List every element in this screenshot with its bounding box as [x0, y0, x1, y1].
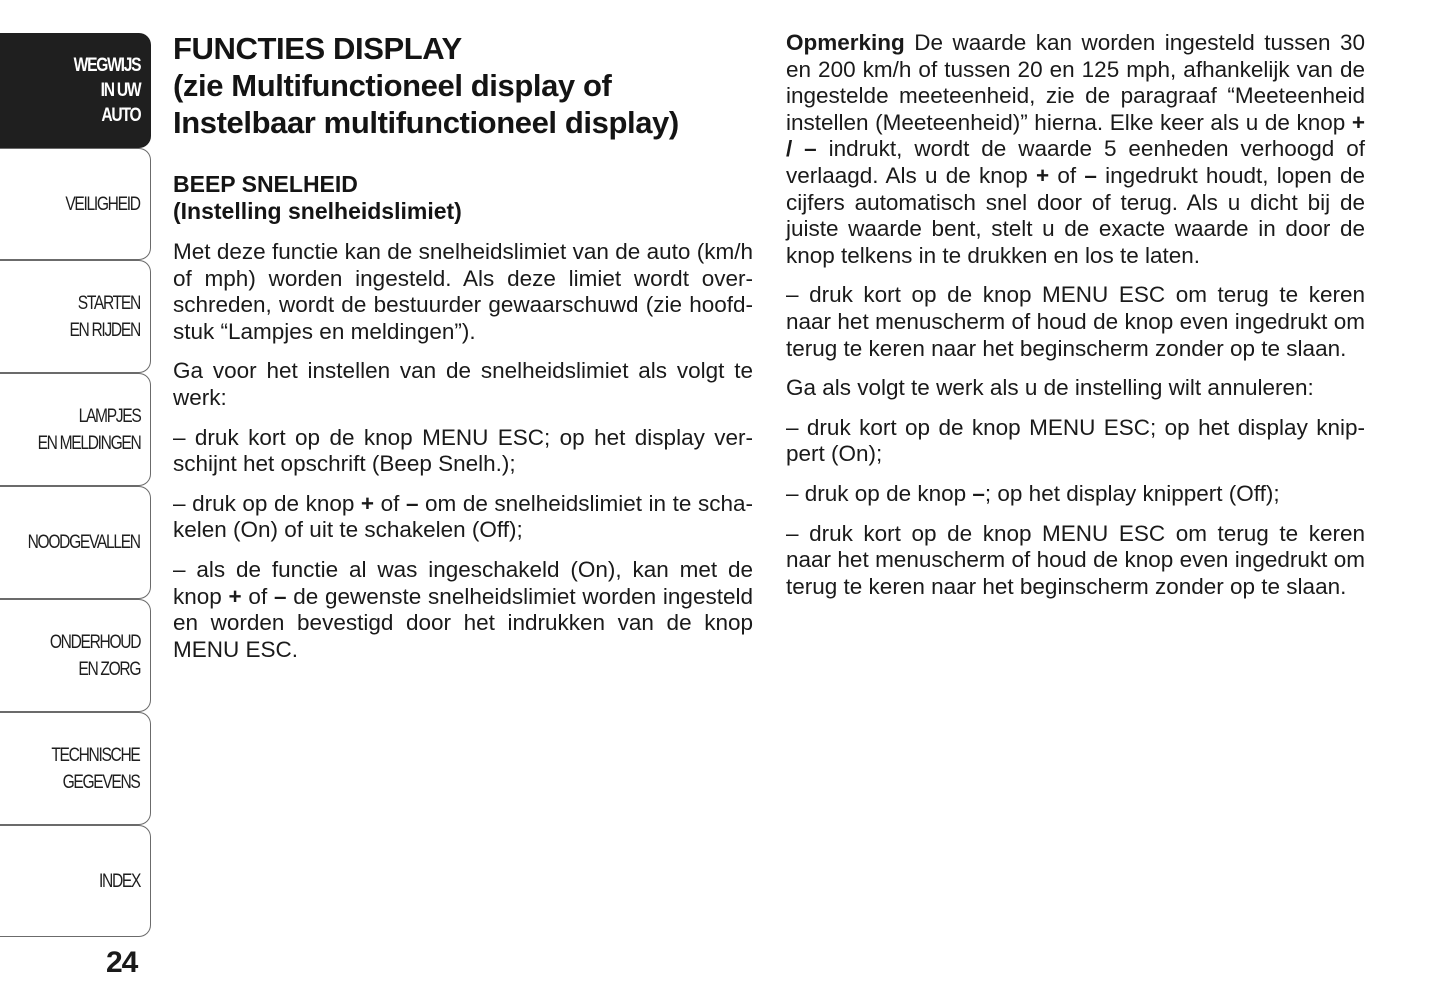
step-cancel-press-minus: – druk op de knop –; op het display knippert (Off); — [786, 480, 1280, 506]
step-return-menu: – druk kort op de knop MENU ESC om terug te keren naar het menuscherm of houd de knop even ingedrukt om terug te keren naar het beginscherm zonder op te slaan. — [786, 282, 1365, 361]
tab-label: TECHNISCHE GEGEVENS — [51, 744, 140, 793]
title-line: FUNCTIES DISPLAY — [173, 31, 462, 66]
step-cancel-press-menu-esc: – druk kort op de knop MENU ESC; op het display knippert (On); — [786, 414, 1365, 467]
title-line: (zie Multifunctioneel display of — [173, 68, 612, 103]
paragraph-intro: Met deze functie kan de snelheidslimiet van de auto (km/h of mph) worden ingesteld. Als deze limiet wordt overschreden, wordt de bestuurder gewaarschuwd (zie hoofdstuk “Lampjes en meldingen”). — [173, 239, 753, 344]
tab-starten-en-rijden[interactable] — [0, 260, 151, 373]
tab-index[interactable] — [0, 825, 151, 937]
note-label: Opmerking — [786, 30, 905, 55]
section-title — [173, 30, 753, 141]
tab-label: STARTEN EN RIJDEN — [69, 292, 140, 341]
paragraph-instructions: Ga voor het instellen van de snelheidslimiet als volgt te werk: — [173, 358, 753, 410]
left-column — [173, 30, 753, 676]
step-set-limit: – als de functie al was ingeschakeld (On), kan met de knop + of – de gewenste snelheidslimiet worden ingesteld en worden bevestigd door het indrukken van de knop MENU ESC. — [173, 556, 753, 662]
tab-lampjes-en-meldingen[interactable] — [0, 373, 151, 486]
subtitle-line: BEEP SNELHEID — [173, 171, 358, 197]
tab-veiligheid[interactable] — [0, 148, 151, 260]
title-line: Instelbaar multifunctioneel display) — [173, 105, 679, 140]
subtitle-line: (Instelling snelheidslimiet) — [173, 198, 462, 224]
tab-label: LAMPJES EN MELDINGEN — [37, 405, 140, 454]
step-toggle-on-off: – druk op de knop + of – om de snelheidslimiet in te schakelen (On) of uit te schakelen (Off); — [173, 490, 753, 543]
step-press-menu-esc: – druk kort op de knop MENU ESC; op het display verschijnt het opschrift (Beep Snelh.); — [173, 424, 753, 477]
tab-onderhoud-en-zorg[interactable] — [0, 599, 151, 712]
right-column — [786, 30, 1365, 613]
tab-wegwijs-in-uw-auto[interactable] — [0, 33, 151, 148]
tab-technische-gegevens[interactable] — [0, 712, 151, 825]
tab-label: INDEX — [98, 870, 140, 892]
note-paragraph: Opmerking De waarde kan worden ingesteld tussen 30 en 200 km/h of tussen 20 en 125 mph, afhankelijk van de ingestelde meeteenheid, zie de paragraaf “Meeteenheid instellen (Meeteenheid)” hierna. Elke keer als u de knop + / – indrukt, wordt de waarde 5 eenheden verhoogd of verlaagd. Als u de knop + of – ingedrukt houdt, lopen de cijfers automatisch snel door of terug. Als u dicht bij de juiste waarde bent, stelt u de exacte waarde in door de knop telkens in te drukken en los te laten. — [786, 30, 1365, 268]
tab-label: WEGWIJS IN UW AUTO — [73, 55, 140, 126]
page-number: 24 — [106, 946, 138, 979]
subsection-title — [173, 171, 753, 225]
tab-label: ONDERHOUD EN ZORG — [49, 631, 140, 680]
step-cancel-return-menu: – druk kort op de knop MENU ESC om terug te keren naar het menuscherm of houd de knop even ingedrukt om terug te keren naar het beginscherm zonder op te slaan. — [786, 520, 1365, 599]
tab-noodgevallen[interactable] — [0, 486, 151, 599]
tab-label: VEILIGHEID — [65, 193, 140, 215]
tab-label: NOODGEVALLEN — [27, 532, 140, 553]
paragraph-cancel-intro: Ga als volgt te werk als u de instelling wilt annuleren: — [786, 375, 1314, 401]
